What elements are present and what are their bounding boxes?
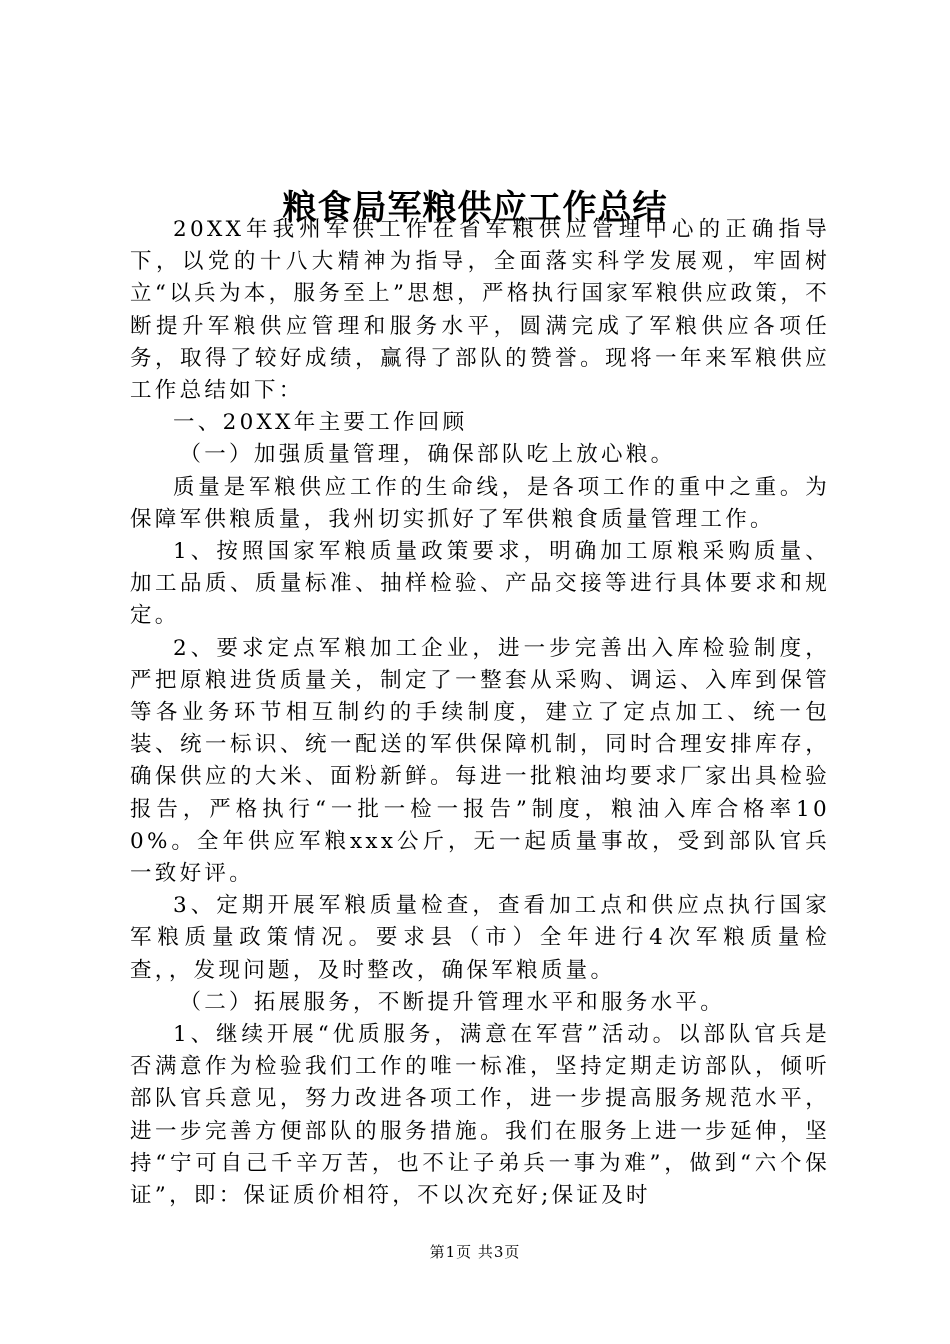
document-body xyxy=(130,214,830,1212)
paragraph-item-3: 3、定期开展军粮质量检查，查看加工点和供应点执行国家军粮质量政策情况。要求县（市）全年进行4次军粮质量检查，，发现问题，及时整改，确保军粮质量。 xyxy=(130,893,830,983)
subsection-heading-1: （一）加强质量管理，确保部队吃上放心粮。 xyxy=(179,442,676,468)
section-heading-1: 一、20XX年主要工作回顾 xyxy=(173,410,468,436)
paragraph-quality: 质量是军粮供应工作的生命线，是各项工作的重中之重。为保障军供粮质量，我州切实抓好了军供粮食质量管理工作。 xyxy=(130,474,830,532)
document-title: 粮食局军粮供应工作总结 xyxy=(282,188,668,228)
page-footer: 第1页 共3页 xyxy=(429,1243,521,1261)
paragraph-service-1: 1、继续开展“优质服务，满意在军营”活动。以部队官兵是否满意作为检验我们工作的唯一标准，坚持定期走访部队，倾听部队官兵意见，努力改进各项工作，进一步提高服务规范水平，进一步完善方便部队的服务措施。我们在服务上进一步延伸，坚持“宁可自己千辛万苦，也不让子弟兵一事为难”，做到“六个保证”，即：保证质价相符，不以次充好;保证及时 xyxy=(130,1022,830,1209)
paragraph-item-2: 2、要求定点军粮加工企业，进一步完善出入库检验制度，严把原粮进货质量关，制定了一整套从采购、调运、入库到保管等各业务环节相互制约的手续制度，建立了定点加工、统一包装、统一标识、统一配送的军供保障机制，同时合理安排库存，确保供应的大米、面粉新鲜。每进一批粮油均要求厂家出具检验报告，严格执行“一批一检一报告”制度，粮油入库合格率100%。全年供应军粮xxx公斤，无一起质量事故，受到部队官兵一致好评。 xyxy=(130,635,830,887)
paragraph-item-1: 1、按照国家军粮质量政策要求，明确加工原粮采购质量、加工品质、质量标准、抽样检验、产品交接等进行具体要求和规定。 xyxy=(130,539,830,629)
subsection-heading-2: （二）拓展服务，不断提升管理水平和服务水平。 xyxy=(179,989,726,1015)
paragraph-intro: 20XX年我州军供工作在省军粮供应管理中心的正确指导下，以党的十八大精神为指导，全面落实科学发展观，牢固树立“以兵为本，服务至上”思想，严格执行国家军粮供应政策，不断提升军粮供应管理和服务水平，圆满完成了军粮供应各项任务，取得了较好成绩，赢得了部队的赞誉。现将一年来军粮供应工作总结如下： xyxy=(130,217,830,404)
